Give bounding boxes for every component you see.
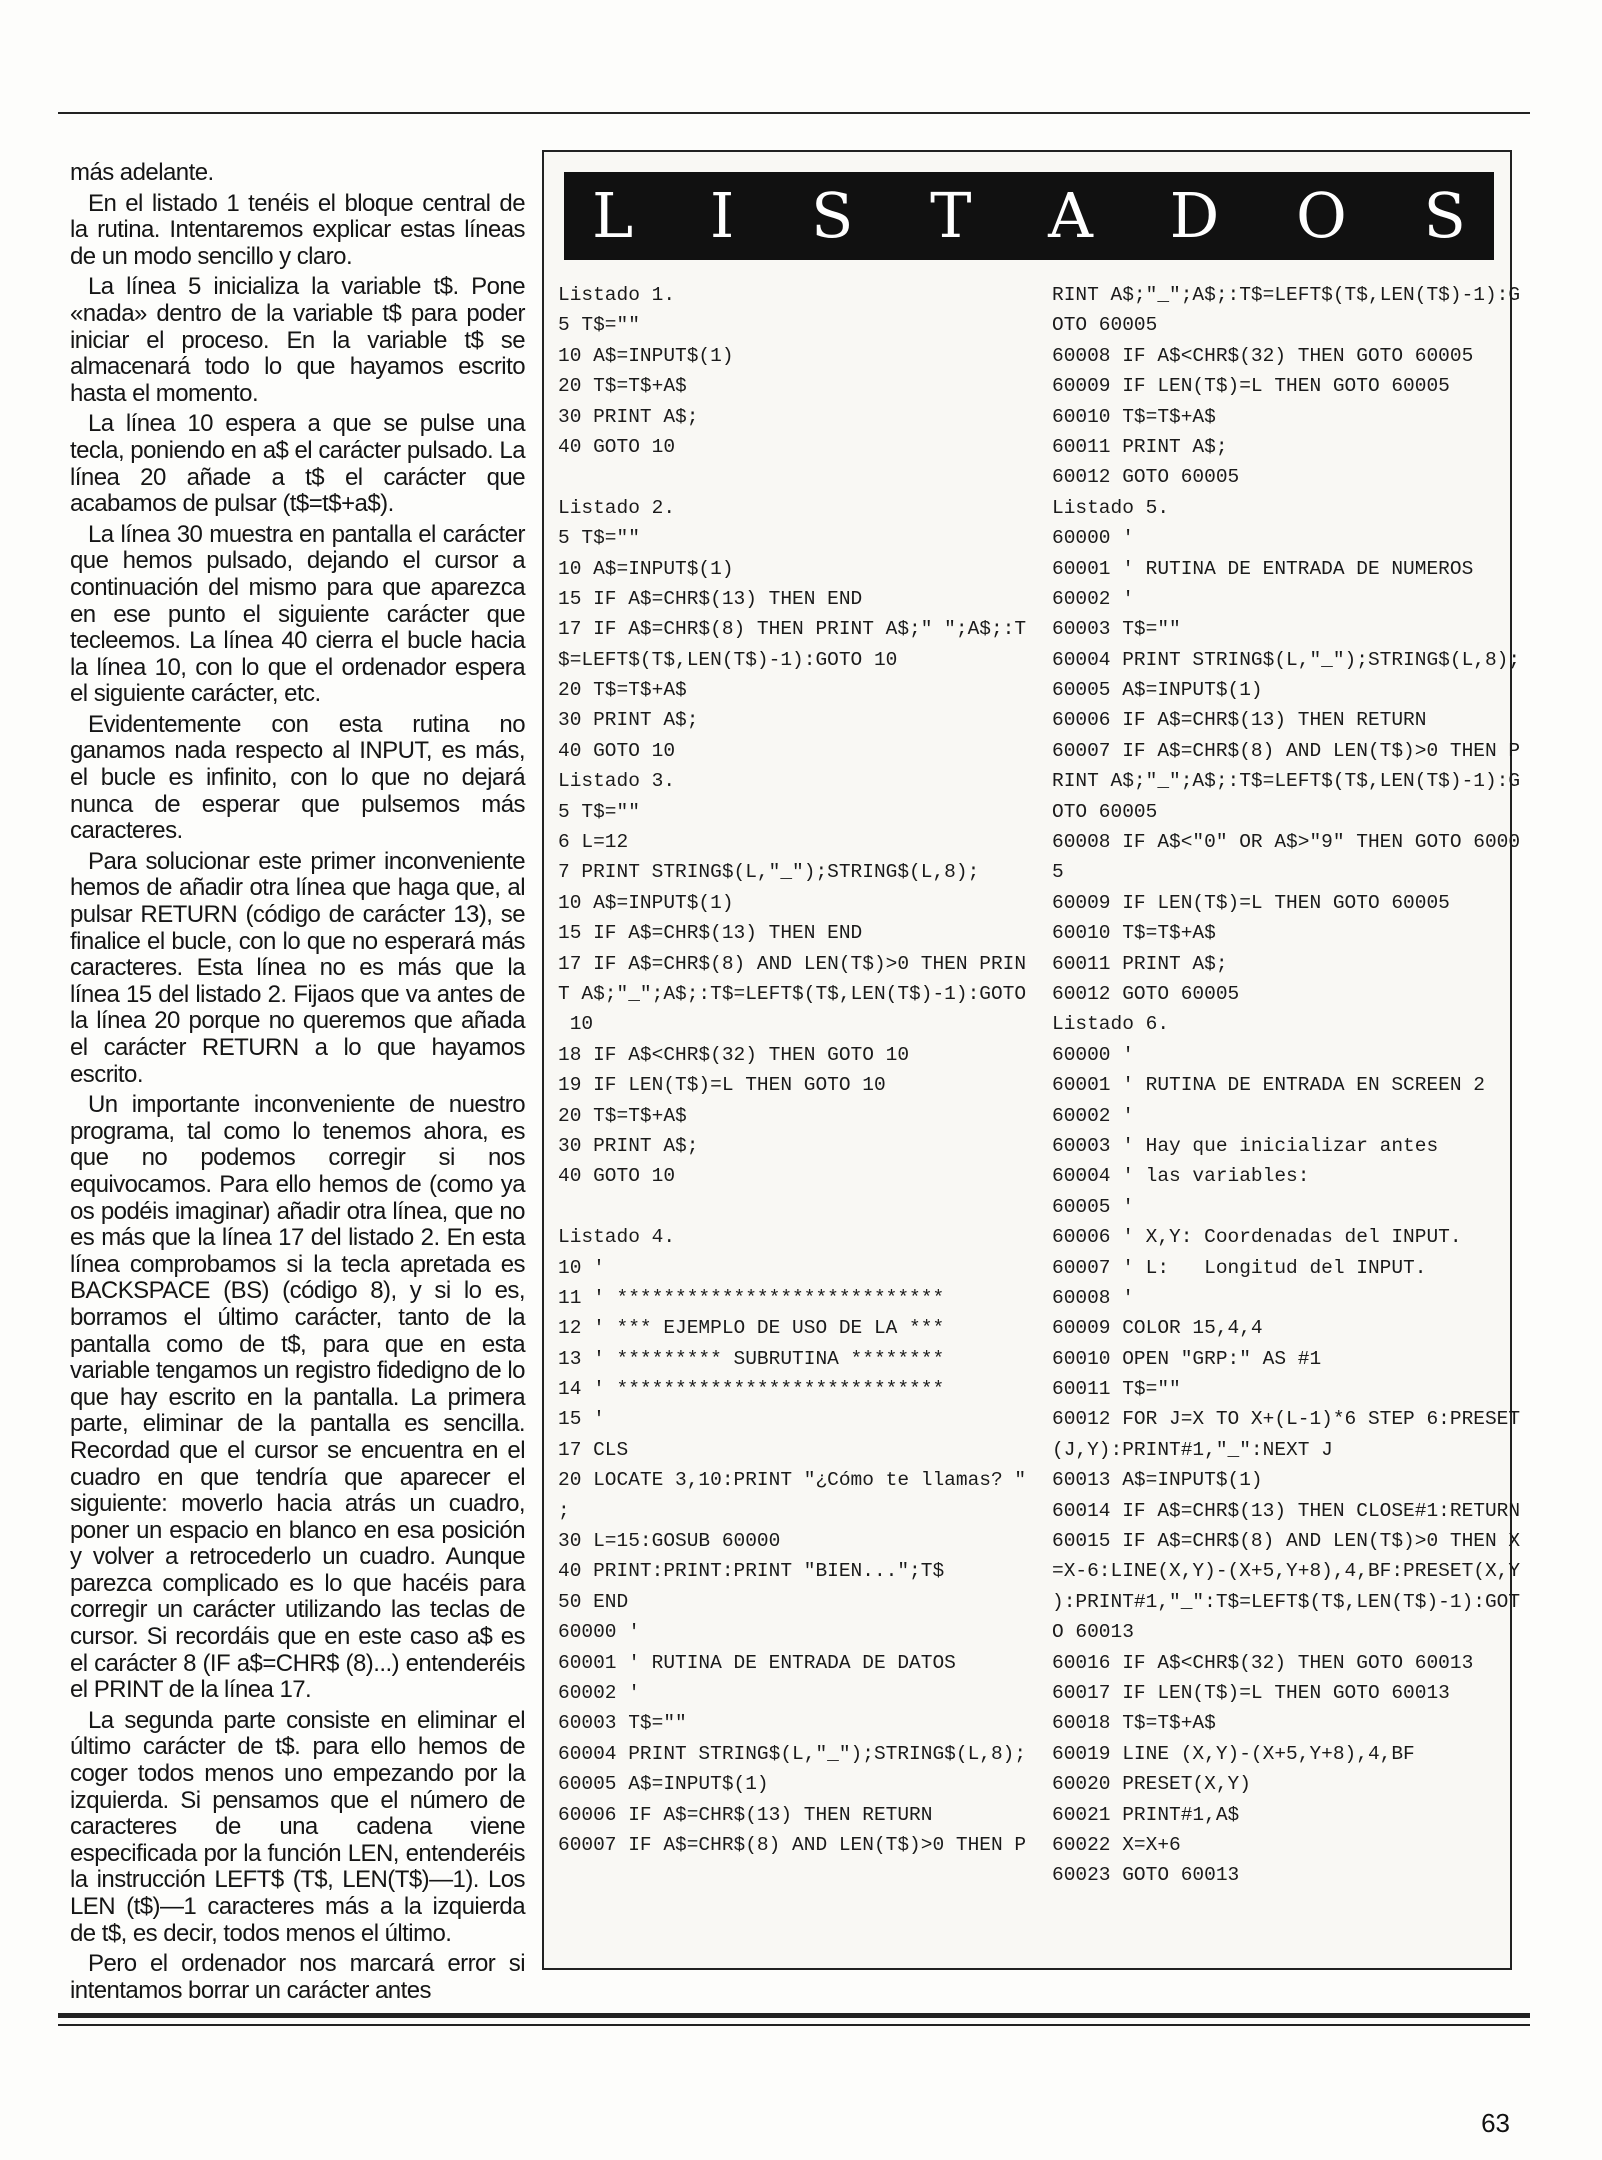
banner-letter: S <box>810 179 854 252</box>
code-line: 60005 A$=INPUT$(1) <box>558 1773 769 1796</box>
code-line: 60014 IF A$=CHR$(13) THEN CLOSE#1:RETURN <box>1052 1499 1521 1522</box>
bottom-rule-thick <box>58 2013 1530 2018</box>
banner-letter: S <box>1423 179 1466 252</box>
code-line: 60012 FOR J=X TO X+(L-1)*6 STEP 6:PRESET <box>1052 1408 1521 1431</box>
code-line: 20 LOCATE 3,10:PRINT "¿Cómo te llamas? " <box>558 1469 1027 1492</box>
code-line: 40 PRINT:PRINT:PRINT "BIEN...";T$ <box>558 1560 945 1583</box>
listados-box <box>542 150 1521 1970</box>
code-line: 60006 ' X,Y: Coordenadas del INPUT. <box>1052 1226 1462 1249</box>
listing-heading: Listado 5. <box>1052 496 1170 519</box>
code-line: 40 GOTO 10 <box>558 435 676 458</box>
code-line: 30 PRINT A$; <box>558 405 699 428</box>
code-line: 60007 IF A$=CHR$(8) AND LEN(T$)>0 THEN P <box>1052 739 1521 762</box>
listing-heading: Listado 6. <box>1052 1013 1170 1036</box>
code-line: 60004 ' las variables: <box>1052 1165 1310 1188</box>
code-line: 17 IF A$=CHR$(8) AND LEN(T$)>0 THEN PRIN <box>558 952 1027 975</box>
code-line: 60010 T$=T$+A$ <box>1052 405 1216 428</box>
code-line: 60008 ' <box>1052 1286 1134 1309</box>
code-line: 15 IF A$=CHR$(13) THEN END <box>558 587 863 610</box>
banner-letter: L <box>592 179 634 252</box>
code-line: O 60013 <box>1052 1621 1134 1644</box>
listing-heading: Listado 2. <box>558 496 676 519</box>
top-rule <box>58 112 1530 114</box>
code-line: 60011 PRINT A$; <box>1052 435 1228 458</box>
article-paragraph: Para solucionar este primer inconveniente hemos de añadir otra línea que haga que, al pulsar RETURN (código de carácter 13), se finalice el bucle, con lo que no esperará más caracteres. Esta línea no es más que la línea 15 del listado 2. Fijaos que va antes de la línea 20 porque no queremos que añada el carácter RETURN a lo que hayamos escrito. <box>70 847 525 1088</box>
code-line: 60003 ' Hay que inicializar antes <box>1052 1134 1439 1157</box>
code-line: 60023 GOTO 60013 <box>1052 1864 1240 1887</box>
code-line: 40 GOTO 10 <box>558 739 676 762</box>
code-line: $=LEFT$(T$,LEN(T$)-1):GOTO 10 <box>558 648 898 671</box>
article-paragraph: En el listado 1 tenéis el bloque central de la rutina. Intentaremos explicar estas líneas de un modo sencillo y claro. <box>70 189 525 270</box>
code-line: 60004 PRINT STRING$(L,"_");STRING$(L,8); <box>558 1742 1027 1765</box>
code-line: 19 IF LEN(T$)=L THEN GOTO 10 <box>558 1074 886 1097</box>
code-line: 60015 IF A$=CHR$(8) AND LEN(T$)>0 THEN X <box>1052 1530 1521 1553</box>
code-line: 14 ' **************************** <box>558 1378 945 1401</box>
code-line: 60021 PRINT#1,A$ <box>1052 1803 1240 1826</box>
code-line: 30 PRINT A$; <box>558 709 699 732</box>
code-line: 6 L=12 <box>558 831 629 854</box>
code-line: 60006 IF A$=CHR$(13) THEN RETURN <box>558 1803 933 1826</box>
code-line: 60013 A$=INPUT$(1) <box>1052 1469 1263 1492</box>
code-line: 60009 COLOR 15,4,4 <box>1052 1317 1263 1340</box>
listing-heading: Listado 4. <box>558 1226 676 1249</box>
code-line: 60004 PRINT STRING$(L,"_");STRING$(L,8); <box>1052 648 1521 671</box>
code-line: 10 A$=INPUT$(1) <box>558 344 734 367</box>
code-line: 60019 LINE (X,Y)-(X+5,Y+8),4,BF <box>1052 1742 1415 1765</box>
code-line: 60006 IF A$=CHR$(13) THEN RETURN <box>1052 709 1427 732</box>
code-line: 60002 ' <box>558 1681 640 1704</box>
code-line: 40 GOTO 10 <box>558 1165 676 1188</box>
code-line <box>558 462 1026 492</box>
code-line: 18 IF A$<CHR$(32) THEN GOTO 10 <box>558 1043 910 1066</box>
code-line: 60008 IF A$<"0" OR A$>"9" THEN GOTO 6000 <box>1052 831 1521 854</box>
code-line: 10 <box>558 1013 594 1036</box>
banner-letter: D <box>1169 179 1220 252</box>
code-line: 60012 GOTO 60005 <box>1052 466 1240 489</box>
article-text-column <box>70 160 525 2008</box>
bottom-rule-thin <box>58 2024 1530 2026</box>
code-line: RINT A$;"_";A$;:T$=LEFT$(T$,LEN(T$)-1):G <box>1052 770 1521 793</box>
code-line: 5 <box>1052 861 1064 884</box>
code-line: 15 ' <box>558 1408 605 1431</box>
code-line: 13 ' ********* SUBRUTINA ******** <box>558 1347 945 1370</box>
code-line: 10 ' <box>558 1256 605 1279</box>
code-line: 5 T$="" <box>558 800 640 823</box>
code-line: 60012 GOTO 60005 <box>1052 982 1240 1005</box>
code-line: 15 IF A$=CHR$(13) THEN END <box>558 922 863 945</box>
code-line: OTO 60005 <box>1052 800 1158 823</box>
code-line <box>558 1192 1026 1222</box>
listing-column-right <box>1052 280 1520 1891</box>
article-paragraph: La segunda parte consiste en eliminar el último carácter de t$. para ello hemos de coger todos menos uno empezando por la izquierda. Si pensamos que el número de caracteres de una cadena viene especificada por la función LEN, entenderéis la instrucción LEFT$ (T$, LEN(T$)—1). Los LEN (t$)—1 caracteres más a la izquierda de t$, es decir, todos menos el último. <box>70 1706 525 1947</box>
code-line: 12 ' *** EJEMPLO DE USO DE LA *** <box>558 1317 945 1340</box>
code-line: 60018 T$=T$+A$ <box>1052 1712 1216 1735</box>
article-paragraph: más adelante. <box>70 159 214 186</box>
code-line: T A$;"_";A$;:T$=LEFT$(T$,LEN(T$)-1):GOTO <box>558 982 1027 1005</box>
article-paragraph: La línea 10 espera a que se pulse una tecla, poniendo en a$ el carácter pulsado. La línea 20 añade a t$ el carácter que acabamos de pulsar (t$=t$+a$). <box>70 410 525 518</box>
banner-letter: I <box>709 179 735 252</box>
code-line: 60001 ' RUTINA DE ENTRADA EN SCREEN 2 <box>1052 1074 1485 1097</box>
code-line: 60001 ' RUTINA DE ENTRADA DE NUMEROS <box>1052 557 1474 580</box>
code-line: 60011 T$="" <box>1052 1378 1181 1401</box>
code-line: 60009 IF LEN(T$)=L THEN GOTO 60005 <box>1052 891 1450 914</box>
code-line: 60002 ' <box>1052 1104 1134 1127</box>
code-line: 60007 IF A$=CHR$(8) AND LEN(T$)>0 THEN P <box>558 1833 1027 1856</box>
code-line: 60020 PRESET(X,Y) <box>1052 1773 1251 1796</box>
code-line: RINT A$;"_";A$;:T$=LEFT$(T$,LEN(T$)-1):G <box>1052 284 1521 306</box>
code-line: 20 T$=T$+A$ <box>558 1104 687 1127</box>
code-line: 10 A$=INPUT$(1) <box>558 891 734 914</box>
code-line: 60005 A$=INPUT$(1) <box>1052 679 1263 702</box>
code-line: 60000 ' <box>558 1621 640 1644</box>
article-paragraph: Evidentemente con esta rutina no ganamos nada respecto al INPUT, es más, el bucle es infinito, con lo que no dejará nunca de esperar que pulsemos más caracteres. <box>70 710 525 845</box>
code-line: 5 T$="" <box>558 314 640 337</box>
code-line: 17 IF A$=CHR$(8) THEN PRINT A$;" ";A$;:T <box>558 618 1027 641</box>
article-paragraph: La línea 30 muestra en pantalla el carácter que hemos pulsado, dejando el cursor a continuación del mismo para que aparezca en ese punto el siguiente carácter que tecleemos. La línea 40 cierra el bucle hacia la línea 10, con lo que el ordenador espera el siguiente carácter, etc. <box>70 520 525 708</box>
code-line: 60010 OPEN "GRP:" AS #1 <box>1052 1347 1322 1370</box>
article-paragraph: Pero el ordenador nos marcará error si intentamos borrar un carácter antes <box>70 1950 525 2004</box>
code-line: 60005 ' <box>1052 1195 1134 1218</box>
code-line: ; <box>558 1499 570 1522</box>
listing-heading: Listado 3. <box>558 770 676 793</box>
code-line: 60003 T$="" <box>1052 618 1181 641</box>
code-line: 60001 ' RUTINA DE ENTRADA DE DATOS <box>558 1651 956 1674</box>
code-line: 17 CLS <box>558 1438 629 1461</box>
code-line: 60011 PRINT A$; <box>1052 952 1228 975</box>
code-line: =X-6:LINE(X,Y)-(X+5,Y+8),4,BF:PRESET(X,Y <box>1052 1560 1521 1583</box>
listados-banner <box>564 172 1494 260</box>
code-line: 60007 ' L: Longitud del INPUT. <box>1052 1256 1427 1279</box>
article-paragraph: La línea 5 inicializa la variable t$. Pone «nada» dentro de la variable t$ para poder iniciar el proceso. En la variable t$ se almacenará todo lo que hayamos escrito hasta el momento. <box>70 273 525 407</box>
code-line: 60010 T$=T$+A$ <box>1052 922 1216 945</box>
code-line: (J,Y):PRINT#1,"_":NEXT J <box>1052 1438 1333 1461</box>
code-line: 60017 IF LEN(T$)=L THEN GOTO 60013 <box>1052 1681 1450 1704</box>
code-line: 7 PRINT STRING$(L,"_");STRING$(L,8); <box>558 861 980 884</box>
listing-heading: Listado 1. <box>558 284 676 306</box>
code-line: 11 ' **************************** <box>558 1286 945 1309</box>
banner-letter: O <box>1295 179 1347 252</box>
code-line: 20 T$=T$+A$ <box>558 679 687 702</box>
code-line: 5 T$="" <box>558 527 640 550</box>
article-paragraph: Un importante inconveniente de nuestro programa, tal como lo tenemos ahora, es que no podemos corregir si nos equivocamos. Para ello hemos de (como ya os podéis imaginar) añadir otra línea, que no es más que la línea 17 del listado 2. En esta línea comprobamos si la tecla apretada es BACKSPACE (BS) (código 8), y si lo es, borramos el último carácter, tanto de la pantalla como de t$, para que en esta variable tengamos un registro fidedigno de lo que hay escrito en la pantalla. La primera parte, eliminar de la pantalla es sencilla. Recordad que el cursor se encuentra en el cuadro en que tendría que aparecer el siguiente: moverlo hacia atrás un cuadro, poner un espacio en blanco en esa posición y volver a retrocederlo un cuadro. Aunque parezca complicado es lo que hacéis para corregir un carácter utilizando las teclas de cursor. Si recordáis que en este caso a$ es el carácter 8 (IF a$=CHR$ (8)...) entenderéis el PRINT de la línea 17. <box>70 1091 525 1704</box>
code-line: 60003 T$="" <box>558 1712 687 1735</box>
banner-letter: A <box>1048 179 1093 252</box>
code-line: 60002 ' <box>1052 587 1134 610</box>
code-line: 60000 ' <box>1052 527 1134 550</box>
page-number: 63 <box>1481 2108 1510 2138</box>
code-line: OTO 60005 <box>1052 314 1158 337</box>
code-line: 20 T$=T$+A$ <box>558 375 687 398</box>
banner-letter: T <box>930 179 972 252</box>
code-line: 10 A$=INPUT$(1) <box>558 557 734 580</box>
code-line: 30 L=15:GOSUB 60000 <box>558 1530 781 1553</box>
code-line: 60016 IF A$<CHR$(32) THEN GOTO 60013 <box>1052 1651 1474 1674</box>
code-line: 60000 ' <box>1052 1043 1134 1066</box>
listing-column-left <box>558 280 1026 1860</box>
code-line: 60008 IF A$<CHR$(32) THEN GOTO 60005 <box>1052 344 1474 367</box>
code-line: 60022 X=X+6 <box>1052 1833 1181 1856</box>
code-line: 30 PRINT A$; <box>558 1134 699 1157</box>
code-line: ):PRINT#1,"_":T$=LEFT$(T$,LEN(T$)-1):GOT <box>1052 1590 1521 1613</box>
code-line: 60009 IF LEN(T$)=L THEN GOTO 60005 <box>1052 375 1450 398</box>
code-line: 50 END <box>558 1590 629 1613</box>
